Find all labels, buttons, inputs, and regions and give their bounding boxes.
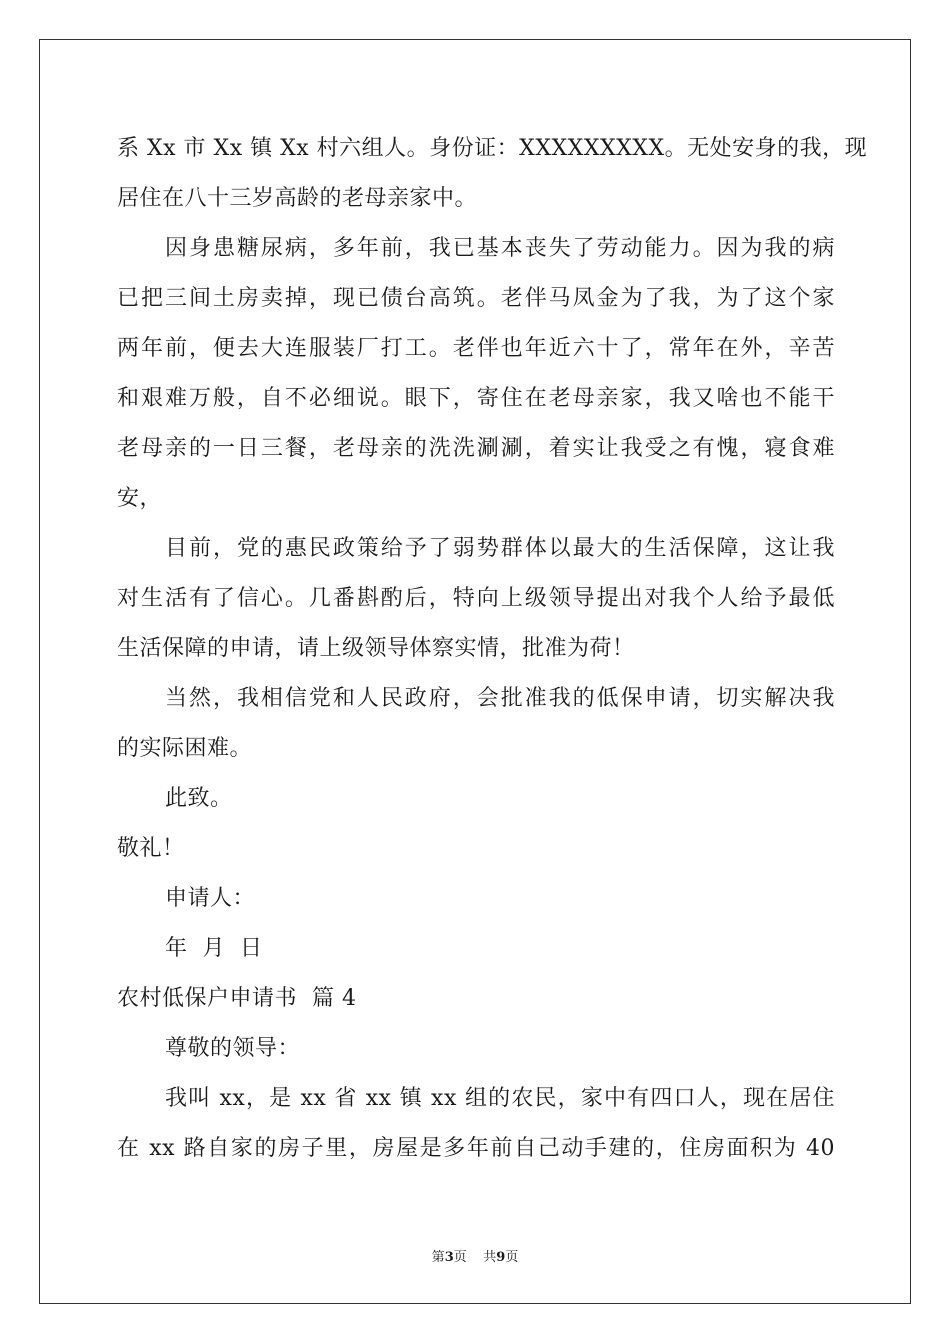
text-line: 年 月 日	[165, 936, 263, 961]
footer-total-pages: 9	[496, 1250, 506, 1265]
text-line: 系 Xx 市 Xx 镇 Xx 村六组人。身份证：XXXXXXXXX。无处安身的我，现	[117, 136, 868, 161]
text-line: 对生活有了信心。几番斟酌后，特向上级领导提出对我个人给予最低	[117, 586, 835, 611]
text-line: 已把三间土房卖掉，现已债台高筑。老伴马凤金为了我，为了这个家	[117, 286, 835, 311]
text-line: 目前，党的惠民政策给予了弱势群体以最大的生活保障，这让我	[165, 536, 835, 561]
footer-page-number: 3	[444, 1250, 454, 1265]
text-line: 在 xx 路自家的房子里，房屋是多年前自己动手建的，住房面积为 40	[117, 1136, 835, 1161]
text-line: 和艰难万般，自不必细说。眼下，寄住在老母亲家，我又啥也不能干	[117, 386, 835, 411]
text-line: 我叫 xx，是 xx 省 xx 镇 xx 组的农民，家中有四口人，现在居住	[165, 1086, 835, 1111]
footer-prefix: 第	[431, 1250, 445, 1265]
page-footer	[0, 1246, 950, 1265]
text-line: 因身患糖尿病，多年前，我已基本丧失了劳动能力。因为我的病	[165, 236, 835, 261]
footer-suffix: 页	[505, 1250, 519, 1265]
text-line: 尊敬的领导：	[165, 1036, 301, 1061]
text-line: 生活保障的申请，请上级领导体察实情，批准为荷！	[117, 636, 635, 661]
text-line: 此致。	[165, 786, 233, 811]
text-line: 的实际困难。	[117, 736, 253, 761]
section-heading: 农村低保户申请书 篇 4	[117, 986, 357, 1011]
text-line: 两年前，便去大连服装厂打工。老伴也年近六十了，常年在外，辛苦	[117, 336, 835, 361]
text-line: 申请人：	[165, 886, 256, 911]
footer-mid: 页 共	[453, 1250, 497, 1265]
text-line: 敬礼！	[117, 836, 185, 861]
text-line: 安，	[117, 486, 163, 511]
text-line: 老母亲的一日三餐，老母亲的洗洗涮涮，着实让我受之有愧，寝食难	[117, 436, 835, 461]
text-line: 居住在八十三岁高龄的老母亲家中。	[117, 186, 478, 211]
text-line: 当然，我相信党和人民政府，会批准我的低保申请，切实解决我	[165, 686, 835, 711]
